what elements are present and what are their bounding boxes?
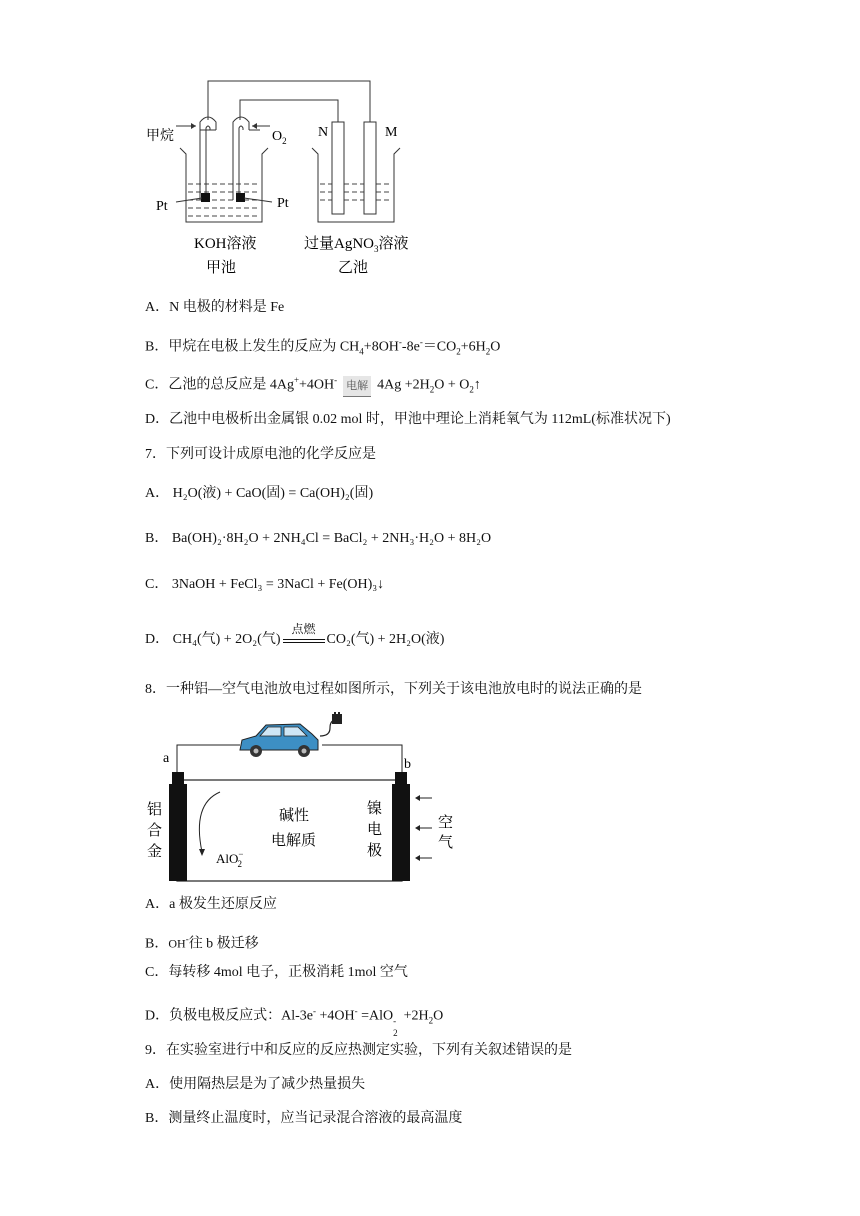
pool-b-label: 乙池 <box>338 260 369 276</box>
aluminum-label-1: 铝 <box>147 802 163 818</box>
q7-option-c: C． 3NaOH + FeCl₃ = 3NaCl + Fe(OH)₃↓ <box>145 577 385 592</box>
q6-option-a: A．N 电极的材料是 Fe <box>145 300 285 315</box>
fuel-cell-diagram <box>140 72 440 282</box>
aluminum-label-3: 金 <box>147 844 163 860</box>
q7-option-d: D． CH₄(气) + 2O₂(气) 点燃 CO₂(气) + 2H₂O(液) <box>145 630 444 650</box>
pt-right-label: Pt <box>277 196 289 211</box>
q8-option-c: C．每转移 4mol 电子，正极消耗 1mol 空气 <box>145 965 408 980</box>
electrode-n-label: N <box>318 125 329 140</box>
terminal-a-label: a <box>163 751 170 766</box>
terminal-b-label: b <box>404 757 411 772</box>
q7-option-a: A． H₂O(液) + CaO(固) = Ca(OH)₂(固) <box>145 486 374 501</box>
nickel-label-3: 极 <box>367 843 383 859</box>
o2-label: $O_2$ <box>272 129 287 146</box>
ignition-condition: 点燃 <box>291 622 316 636</box>
koh-label: KOH溶液 <box>194 236 257 252</box>
q6-option-d: D．乙池中电极析出金属银 0.02 mol 时，甲池中理论上消耗氧气为 112mL(标准状况下) <box>145 412 671 427</box>
methane-label: 甲烷 <box>146 129 174 144</box>
q7-option-b: B． Ba(OH)₂·8H₂O + 2NH₄Cl = BaCl₂ + 2NH₃·H₂O + 8H₂O <box>145 531 492 546</box>
electrolyte-label-2: 电解质 <box>271 833 317 849</box>
q8-option-d: D．负极电极反应式：Al-3e- +4OH- =AlO - 2 $+2H_2O$ <box>145 1006 444 1038</box>
nickel-label-2: 电 <box>367 822 383 838</box>
aluminum-air-battery-diagram <box>140 712 470 887</box>
electrode-m-label: M <box>385 125 398 140</box>
q8-option-a: A．a 极发生还原反应 <box>145 897 277 912</box>
air-label-1: 空 <box>438 815 454 831</box>
q8-option-b: B．OH-往 b 极迁移 <box>145 934 259 952</box>
plug-icon <box>332 712 342 724</box>
agno3-label: 过量AgNO$_3$溶液 <box>304 236 409 254</box>
q9-option-a: A．使用隔热层是为了减少热量损失 <box>145 1077 366 1092</box>
alo2-label: AlO− 2 <box>216 849 244 869</box>
electrolyte-label-1: 碱性 <box>279 808 310 824</box>
q9-option-b: B．测量终止温度时，应当记录混合溶液的最高温度 <box>145 1111 463 1126</box>
pool-a-label: 甲池 <box>206 260 237 276</box>
q7-stem: 7．下列可设计成原电池的化学反应是 <box>145 447 376 462</box>
air-label-2: 气 <box>438 835 454 851</box>
q6-option-c: C．乙池的总反应是 4Ag++4OH- 电解 $4Ag +2H_2O$ + $O_2↑$ <box>145 370 481 399</box>
car-icon <box>240 720 336 757</box>
aluminum-label-2: 合 <box>147 823 163 839</box>
q6-option-b: B．甲烷在电极上发生的反应为 $CH_4+8OH^--8e^-=CO_2+6H_2O$ <box>145 337 501 357</box>
q9-stem: 9．在实验室进行中和反应的反应热测定实验，下列有关叙述错误的是 <box>145 1043 572 1058</box>
electrolysis-condition: 电解 <box>343 376 371 397</box>
pt-left-label: Pt <box>156 199 168 214</box>
nickel-label-1: 镍 <box>367 801 383 817</box>
q8-stem: 8．一种铝—空气电池放电过程如图所示，下列关于该电池放电时的说法正确的是 <box>145 682 642 697</box>
